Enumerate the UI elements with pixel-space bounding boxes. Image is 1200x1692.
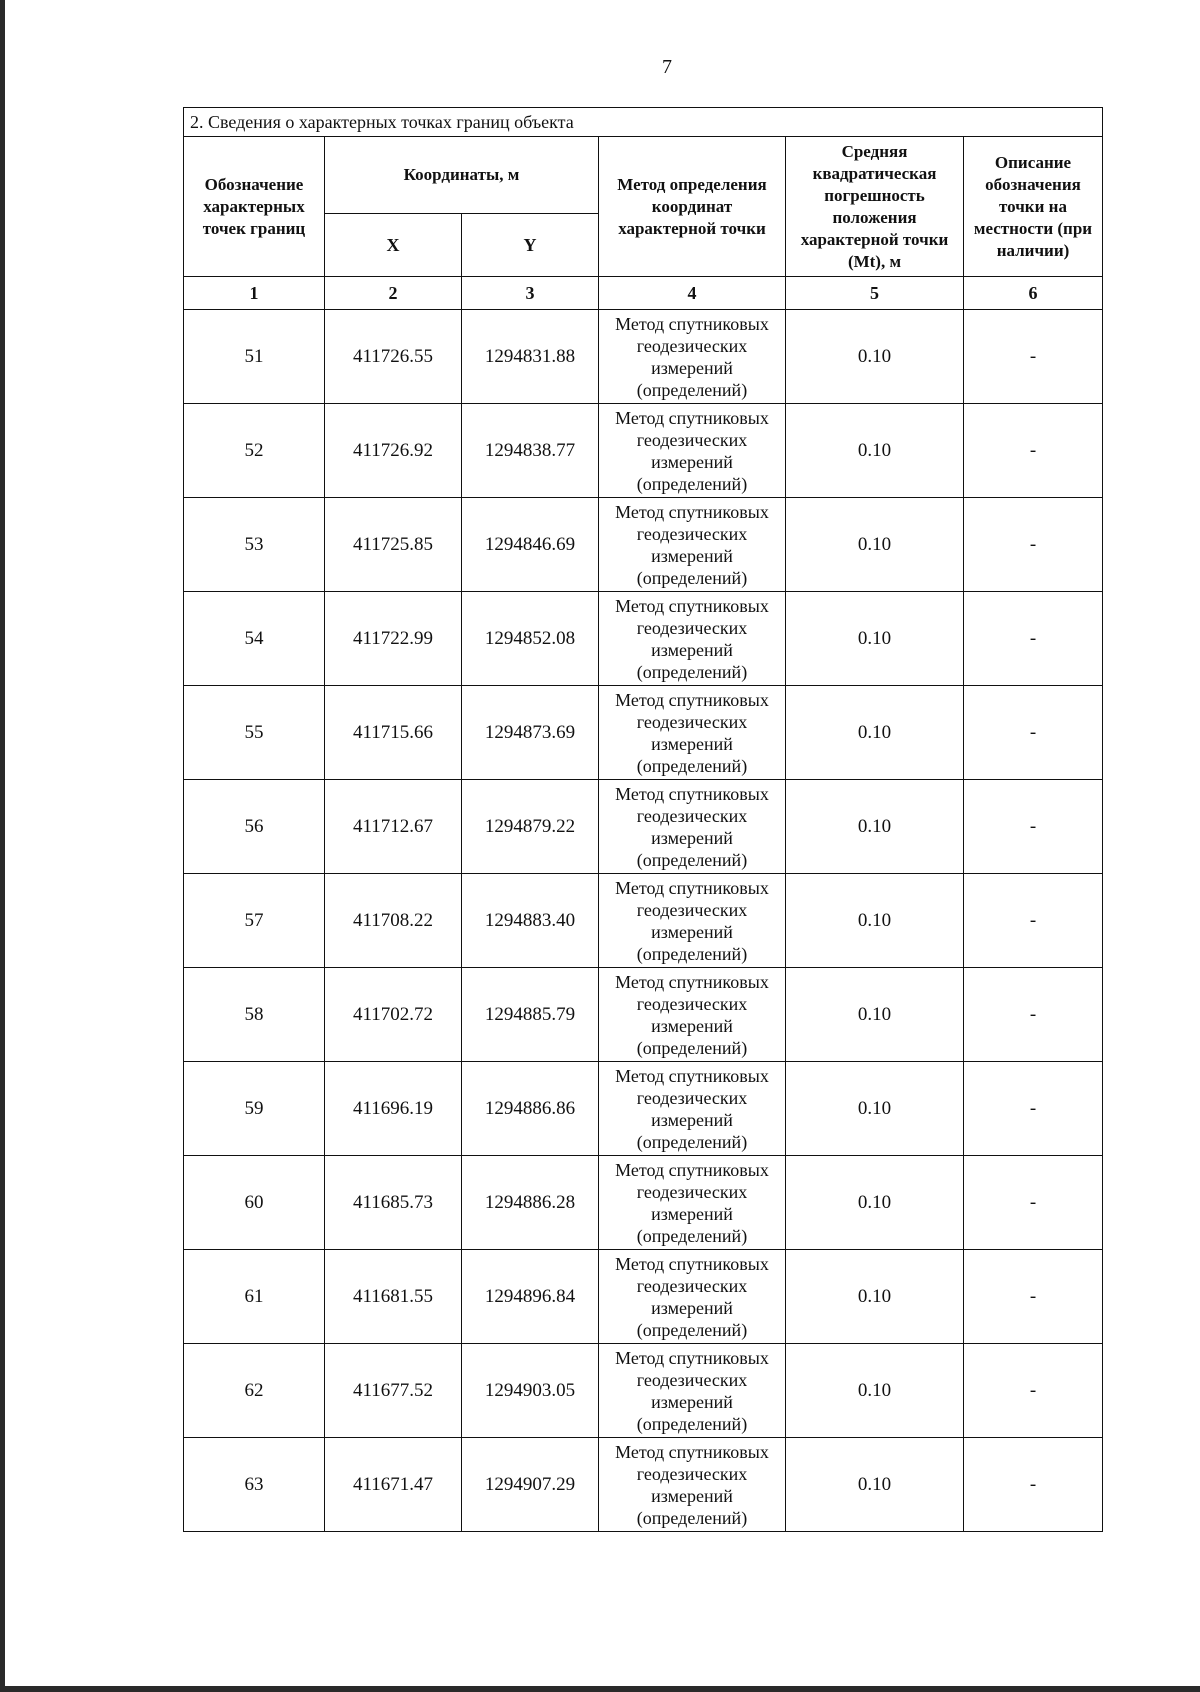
method: Метод спутниковых геодезических измерений (определений)	[599, 1250, 786, 1344]
error-mt: 0.10	[786, 1156, 964, 1250]
column-number: 3	[462, 277, 599, 310]
error-mt: 0.10	[786, 1250, 964, 1344]
coord-x: 411715.66	[325, 686, 462, 780]
column-number: 2	[325, 277, 462, 310]
method: Метод спутниковых геодезических измерений (определений)	[599, 592, 786, 686]
table-row	[184, 498, 1103, 592]
error-mt: 0.10	[786, 404, 964, 498]
point-number: 62	[184, 1344, 325, 1438]
error-mt: 0.10	[786, 1438, 964, 1532]
coord-y: 1294886.86	[462, 1062, 599, 1156]
coord-y: 1294886.28	[462, 1156, 599, 1250]
description: -	[964, 874, 1103, 968]
page-number: 7	[662, 56, 672, 78]
error-mt: 0.10	[786, 498, 964, 592]
coord-x: 411725.85	[325, 498, 462, 592]
point-number: 59	[184, 1062, 325, 1156]
error-mt: 0.10	[786, 686, 964, 780]
coord-x: 411712.67	[325, 780, 462, 874]
error-mt: 0.10	[786, 1344, 964, 1438]
table-row	[184, 310, 1103, 404]
header-x: X	[325, 214, 462, 277]
coord-y: 1294903.05	[462, 1344, 599, 1438]
column-number: 1	[184, 277, 325, 310]
error-mt: 0.10	[786, 968, 964, 1062]
coord-x: 411696.19	[325, 1062, 462, 1156]
table-row	[184, 1062, 1103, 1156]
description: -	[964, 780, 1103, 874]
point-number: 53	[184, 498, 325, 592]
method: Метод спутниковых геодезических измерений (определений)	[599, 404, 786, 498]
point-number: 51	[184, 310, 325, 404]
column-number: 5	[786, 277, 964, 310]
coord-y: 1294879.22	[462, 780, 599, 874]
description: -	[964, 1156, 1103, 1250]
coord-y: 1294883.40	[462, 874, 599, 968]
error-mt: 0.10	[786, 310, 964, 404]
coord-x: 411681.55	[325, 1250, 462, 1344]
table-row	[184, 592, 1103, 686]
point-number: 56	[184, 780, 325, 874]
coord-y: 1294885.79	[462, 968, 599, 1062]
description: -	[964, 1344, 1103, 1438]
point-number: 63	[184, 1438, 325, 1532]
method: Метод спутниковых геодезических измерений (определений)	[599, 874, 786, 968]
method: Метод спутниковых геодезических измерений (определений)	[599, 686, 786, 780]
point-number: 54	[184, 592, 325, 686]
coord-x: 411726.55	[325, 310, 462, 404]
coord-y: 1294852.08	[462, 592, 599, 686]
description: -	[964, 498, 1103, 592]
scan-edge-bottom	[0, 1686, 1200, 1692]
coord-x: 411677.52	[325, 1344, 462, 1438]
section-title: 2. Сведения о характерных точках границ объекта	[184, 108, 1103, 137]
coord-y: 1294831.88	[462, 310, 599, 404]
error-mt: 0.10	[786, 592, 964, 686]
description: -	[964, 1438, 1103, 1532]
error-mt: 0.10	[786, 874, 964, 968]
header-y: Y	[462, 214, 599, 277]
method: Метод спутниковых геодезических измерений (определений)	[599, 1438, 786, 1532]
point-number: 55	[184, 686, 325, 780]
method: Метод спутниковых геодезических измерений (определений)	[599, 1062, 786, 1156]
method: Метод спутниковых геодезических измерений (определений)	[599, 1156, 786, 1250]
coord-y: 1294873.69	[462, 686, 599, 780]
coord-x: 411702.72	[325, 968, 462, 1062]
column-number: 6	[964, 277, 1103, 310]
method: Метод спутниковых геодезических измерений (определений)	[599, 310, 786, 404]
description: -	[964, 1062, 1103, 1156]
description: -	[964, 968, 1103, 1062]
table-row	[184, 968, 1103, 1062]
table-row	[184, 1344, 1103, 1438]
coord-y: 1294896.84	[462, 1250, 599, 1344]
point-number: 60	[184, 1156, 325, 1250]
header-designation: Обозначение характерных точек границ	[184, 137, 325, 277]
description: -	[964, 310, 1103, 404]
point-number: 57	[184, 874, 325, 968]
scan-edge-left	[0, 0, 5, 1692]
coord-x: 411722.99	[325, 592, 462, 686]
coord-y: 1294846.69	[462, 498, 599, 592]
coord-x: 411726.92	[325, 404, 462, 498]
table-row	[184, 1156, 1103, 1250]
header-method: Метод определения координат характерной точки	[599, 137, 786, 277]
table-row	[184, 686, 1103, 780]
method: Метод спутниковых геодезических измерений (определений)	[599, 498, 786, 592]
method: Метод спутниковых геодезических измерений (определений)	[599, 968, 786, 1062]
table-row	[184, 1250, 1103, 1344]
coord-x: 411685.73	[325, 1156, 462, 1250]
table-row	[184, 874, 1103, 968]
error-mt: 0.10	[786, 780, 964, 874]
table-row	[184, 404, 1103, 498]
point-number: 52	[184, 404, 325, 498]
description: -	[964, 404, 1103, 498]
description: -	[964, 592, 1103, 686]
point-number: 61	[184, 1250, 325, 1344]
boundary-points-table	[183, 107, 1103, 1532]
header-coordinates: Координаты, м	[325, 137, 599, 214]
table-body	[184, 310, 1103, 1532]
method: Метод спутниковых геодезических измерений (определений)	[599, 1344, 786, 1438]
table-row	[184, 780, 1103, 874]
table-row	[184, 1438, 1103, 1532]
description: -	[964, 1250, 1103, 1344]
description: -	[964, 686, 1103, 780]
header-error: Средняя квадратическая погрешность положения характерной точки (Mt), м	[786, 137, 964, 277]
column-number: 4	[599, 277, 786, 310]
coord-y: 1294907.29	[462, 1438, 599, 1532]
coord-x: 411708.22	[325, 874, 462, 968]
error-mt: 0.10	[786, 1062, 964, 1156]
point-number: 58	[184, 968, 325, 1062]
method: Метод спутниковых геодезических измерений (определений)	[599, 780, 786, 874]
header-description: Описание обозначения точки на местности (при наличии)	[964, 137, 1103, 277]
coord-y: 1294838.77	[462, 404, 599, 498]
coord-x: 411671.47	[325, 1438, 462, 1532]
